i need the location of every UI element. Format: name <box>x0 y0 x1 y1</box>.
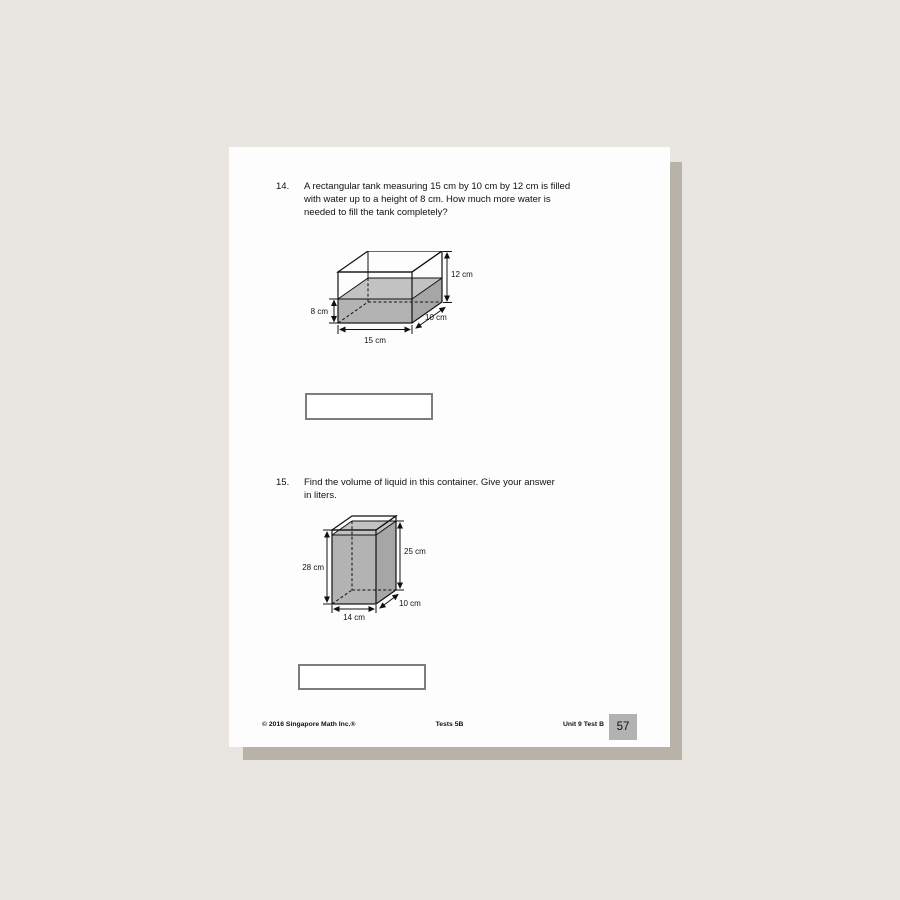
test-paper-page <box>229 147 670 747</box>
answer-box-q15[interactable] <box>298 664 426 690</box>
tank-diagram <box>299 251 477 347</box>
footer-book-title: Tests 5B <box>435 721 464 728</box>
water-front-face <box>338 299 412 323</box>
question-15-number: 15. <box>276 477 290 488</box>
question-15-line-2: in liters. <box>304 490 337 501</box>
question-14-line-3: needed to fill the tank completely? <box>304 207 448 218</box>
dim-label-length: 14 cm <box>343 613 365 622</box>
page-number-badge: 57 <box>609 714 637 740</box>
question-14-text <box>304 180 570 219</box>
container-diagram <box>294 509 444 623</box>
liquid-front-face <box>332 535 376 604</box>
dim-label-tank-height: 12 cm <box>451 270 473 279</box>
dim-label-liquid-height: 25 cm <box>404 547 426 556</box>
footer-copyright: © 2016 Singapore Math Inc.® <box>262 721 356 728</box>
question-14-line-2: with water up to a height of 8 cm. How much more water is <box>304 194 551 205</box>
footer-test-label: Unit 9 Test B <box>562 721 604 728</box>
dim-label-width: 10 cm <box>399 599 421 608</box>
dim-label-width: 10 cm <box>425 313 447 322</box>
question-15-text <box>304 476 555 502</box>
question-14-line-1: A rectangular tank measuring 15 cm by 10 cm by 12 cm is filled <box>304 181 571 192</box>
question-15-line-1: Find the volume of liquid in this container. Give your answer <box>304 477 555 488</box>
dim-label-container-height: 28 cm <box>302 563 324 572</box>
dim-label-water-height: 8 cm <box>310 307 328 316</box>
answer-box-q14[interactable] <box>305 393 433 420</box>
dim-label-length: 15 cm <box>364 336 386 345</box>
question-14-number: 14. <box>276 181 290 192</box>
